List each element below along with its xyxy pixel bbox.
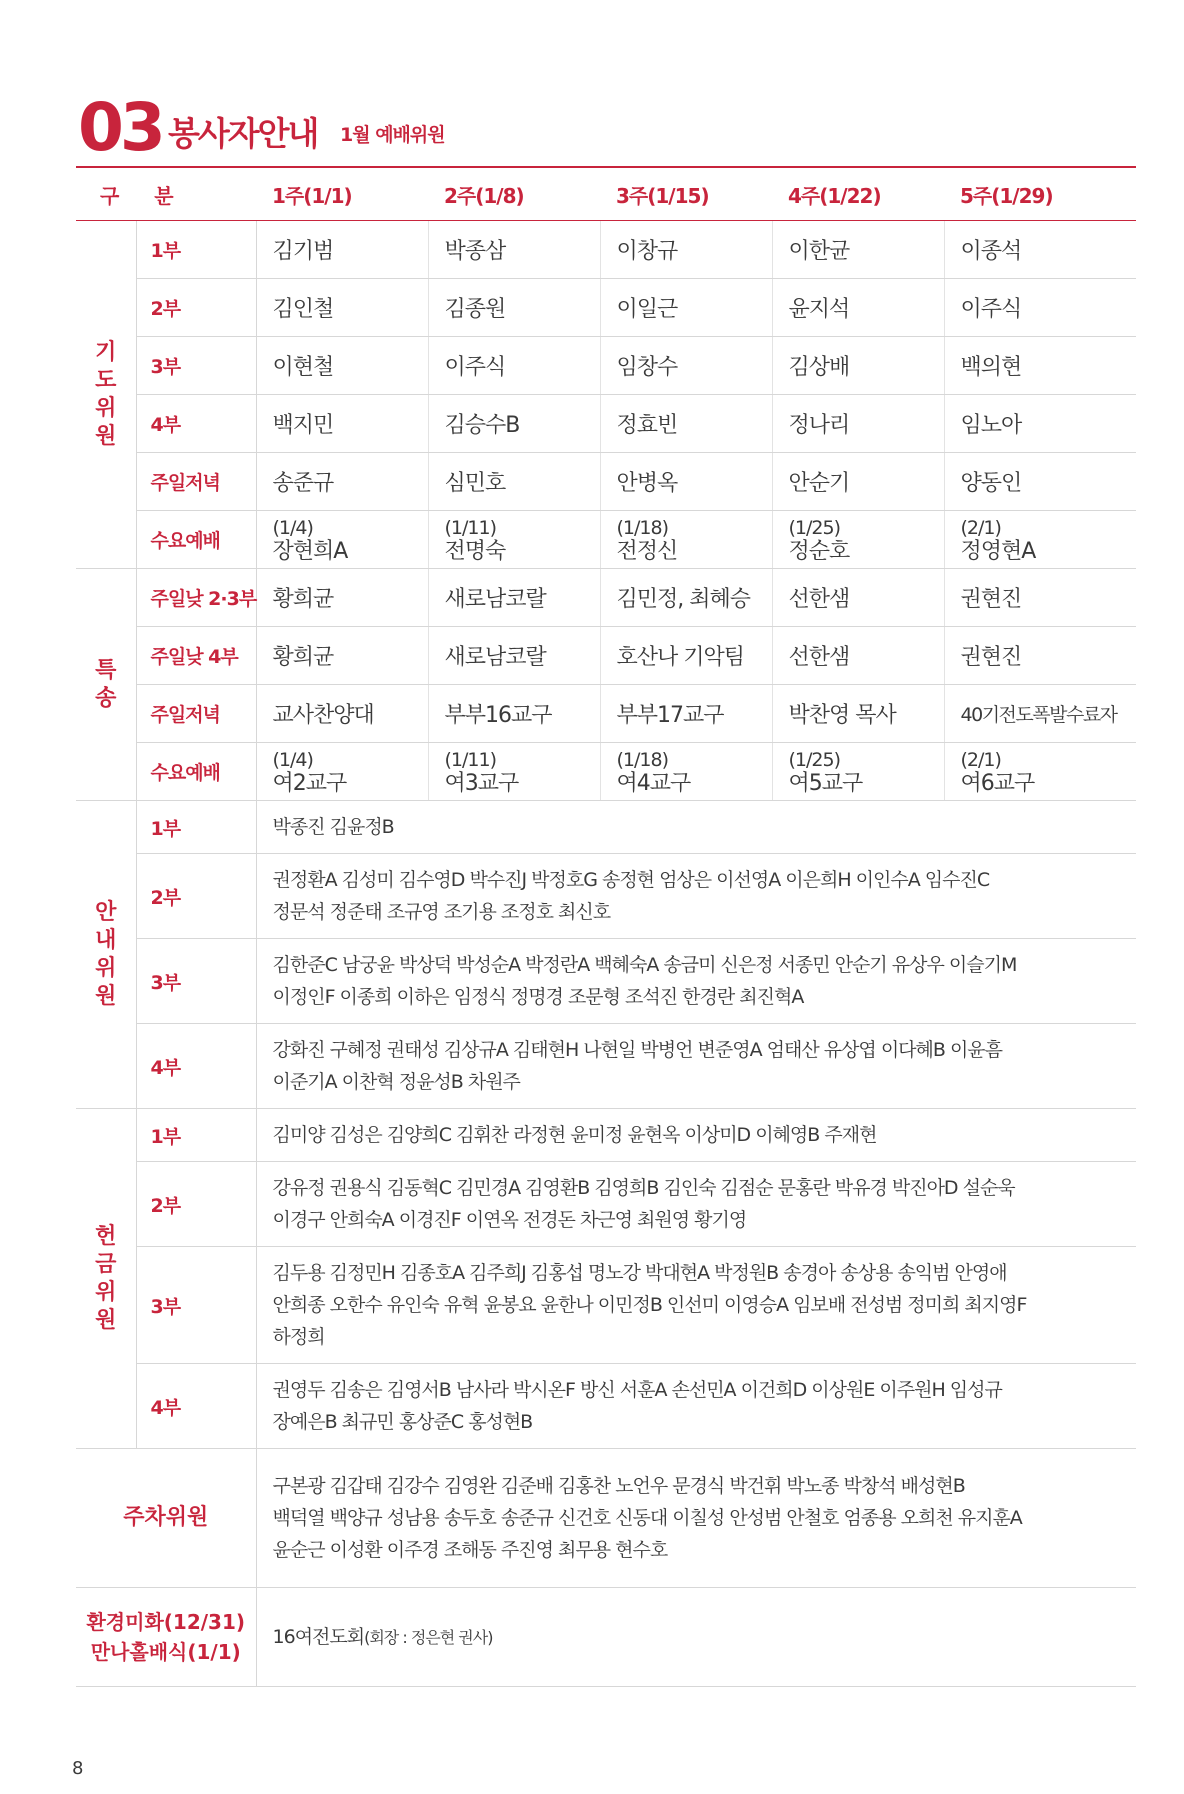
cell [428, 511, 600, 569]
cell: 김인철 [256, 279, 428, 337]
cell: 이종석 [944, 221, 1136, 279]
cell-date: (2/1) [960, 516, 1001, 539]
cell [256, 743, 428, 801]
cell: 백의현 [944, 337, 1136, 395]
row-label: 주일낮 4부 [136, 627, 256, 685]
names-line: 강유정 권용식 김동혁C 김민경A 김영환B 김영희B 김인숙 김점순 문홍란 박유경 박진아D 설순욱 [272, 1177, 1015, 1199]
table-row [76, 685, 1136, 743]
category-special-song: 특송 [76, 569, 136, 801]
cell [772, 743, 944, 801]
section-number: 03 [78, 89, 162, 166]
cell: 교사찬양대 [256, 685, 428, 743]
names-line: 이경구 안희숙A 이경진F 이연옥 전경돈 차근영 최원영 황기영 [272, 1209, 747, 1231]
section-subtitle: 1월 예배위원 [340, 124, 445, 146]
header-week-2: 2주(1/8) [428, 167, 600, 221]
cell: 권현진 [944, 627, 1136, 685]
names-cell [256, 939, 1136, 1024]
cell: 40기전도폭발수료자 [944, 685, 1136, 743]
group-name: 16여전도회 [272, 1625, 365, 1648]
names-line: 이준기A 이찬혁 정윤성B 차원주 [272, 1071, 520, 1093]
row-label: 2부 [136, 1162, 256, 1247]
row-label: 수요예배 [136, 743, 256, 801]
cell-date: (1/25) [788, 748, 841, 771]
category-guide: 안내위원 [76, 801, 136, 1109]
names-cell [256, 854, 1136, 939]
cell: 박찬영 목사 [772, 685, 944, 743]
cell-name: 전명숙 [444, 538, 506, 564]
section-title: 봉사자안내 [168, 114, 318, 153]
cell-name: 여2교구 [272, 770, 347, 796]
cell-name: 여6교구 [960, 770, 1035, 796]
names-cell [256, 801, 1136, 854]
cell: 임노아 [944, 395, 1136, 453]
names-cell [256, 1364, 1136, 1449]
cell: 김기범 [256, 221, 428, 279]
cell-date: (1/11) [444, 516, 497, 539]
row-label: 3부 [136, 939, 256, 1024]
cell-name: 장현희A [272, 538, 348, 564]
cell: 정나리 [772, 395, 944, 453]
names-line: 구본광 김갑태 김강수 김영완 김준배 김홍찬 노언우 문경식 박건휘 박노종 박창석 배성현B [272, 1475, 965, 1497]
names-line: 권영두 김송은 김영서B 남사라 박시온F 방신 서훈A 손선민A 이건희D 이상원E 이주원H 임성규 [272, 1379, 1002, 1401]
table-row [76, 395, 1136, 453]
names-line: 하정희 [272, 1326, 325, 1348]
header-category: 구 분 [76, 167, 256, 221]
table-row [76, 801, 1136, 854]
volunteer-table [76, 166, 1136, 1687]
table-row [76, 627, 1136, 685]
cell-date: (1/4) [272, 748, 313, 771]
table-row [76, 854, 1136, 939]
cell: 황희균 [256, 627, 428, 685]
cell [944, 743, 1136, 801]
cell-date: (2/1) [960, 748, 1001, 771]
names-line: 김두용 김정민H 김종호A 김주희J 김홍섭 명노강 박대현A 박정원B 송경아 송상용 송익범 안영애 [272, 1262, 1007, 1284]
names-line: 정문석 정준태 조규영 조기용 조정호 최신호 [272, 901, 611, 923]
table-header-row [76, 167, 1136, 221]
cell-name: 정순호 [788, 538, 850, 564]
cell: 김민정, 최혜승 [600, 569, 772, 627]
cell [256, 511, 428, 569]
row-label: 2부 [136, 279, 256, 337]
names-line: 윤순근 이성환 이주경 조해동 주진영 최무용 현수호 [272, 1539, 668, 1561]
table-row [76, 1247, 1136, 1364]
names-line: 장예은B 최규민 홍상준C 홍성현B [272, 1411, 533, 1433]
category-label-line: 환경미화(12/31) [86, 1610, 246, 1634]
cell-date: (1/18) [616, 516, 669, 539]
row-label: 3부 [136, 1247, 256, 1364]
cell: 안병옥 [600, 453, 772, 511]
table-row [76, 939, 1136, 1024]
names-line: 김한준C 남궁윤 박상덕 박성순A 박정란A 백혜숙A 송금미 신은정 서종민 안순기 유상우 이슬기M [272, 954, 1017, 976]
row-label: 주일낮 2·3부 [136, 569, 256, 627]
cell: 부부16교구 [428, 685, 600, 743]
table-row [76, 511, 1136, 569]
row-label: 주일저녁 [136, 685, 256, 743]
names-line: 박종진 김윤정B [272, 816, 394, 838]
cell [600, 511, 772, 569]
cell: 이주식 [944, 279, 1136, 337]
cell: 호산나 기악팀 [600, 627, 772, 685]
names-cell [256, 1024, 1136, 1109]
category-label-line: 만나홀배식(1/1) [90, 1640, 241, 1664]
cell: 선한샘 [772, 569, 944, 627]
row-label: 4부 [136, 1024, 256, 1109]
table-row [76, 1449, 1136, 1588]
table-row [76, 1364, 1136, 1449]
cell: 양동인 [944, 453, 1136, 511]
table-row [76, 1162, 1136, 1247]
header-week-1: 1주(1/1) [256, 167, 428, 221]
cell-name: 여5교구 [788, 770, 863, 796]
names-line: 강화진 구혜정 권태성 김상규A 김태현H 나현일 박병언 변준영A 엄태산 유상엽 이다혜B 이윤흠 [272, 1039, 1003, 1061]
page-number: 8 [72, 1758, 84, 1779]
row-label: 4부 [136, 395, 256, 453]
cell: 이창규 [600, 221, 772, 279]
cell [944, 511, 1136, 569]
cell: 안순기 [772, 453, 944, 511]
header-week-5: 5주(1/29) [944, 167, 1136, 221]
cell: 이한균 [772, 221, 944, 279]
cell: 백지민 [256, 395, 428, 453]
row-label: 수요예배 [136, 511, 256, 569]
cell: 선한샘 [772, 627, 944, 685]
names-line: 이정인F 이종희 이하은 임정식 정명경 조문형 조석진 한경란 최진혁A [272, 986, 804, 1008]
row-label: 3부 [136, 337, 256, 395]
cell-date: (1/25) [788, 516, 841, 539]
table-row [76, 569, 1136, 627]
row-label: 4부 [136, 1364, 256, 1449]
names-cell [256, 1109, 1136, 1162]
table-row [76, 1109, 1136, 1162]
cell: 김승수B [428, 395, 600, 453]
table-row [76, 279, 1136, 337]
cell-name: 정영현A [960, 538, 1036, 564]
cell-date: (1/18) [616, 748, 669, 771]
table-row [76, 453, 1136, 511]
row-label: 1부 [136, 801, 256, 854]
cell: 임창수 [600, 337, 772, 395]
header-week-4: 4주(1/22) [772, 167, 944, 221]
cell: 황희균 [256, 569, 428, 627]
names-line: 권정환A 김성미 김수영D 박수진J 박정호G 송정현 엄상은 이선영A 이은희H 이인수A 임수진C [272, 869, 990, 891]
table-row [76, 337, 1136, 395]
names-cell [256, 1247, 1136, 1364]
cell: 심민호 [428, 453, 600, 511]
cell: 김상배 [772, 337, 944, 395]
category-environment [76, 1588, 256, 1687]
table-row [76, 221, 1136, 279]
names-cell [256, 1449, 1136, 1588]
group-note: (회장 : 정은현 권사) [364, 1627, 493, 1647]
cell [428, 743, 600, 801]
table-row [76, 743, 1136, 801]
cell: 송준규 [256, 453, 428, 511]
cell [600, 743, 772, 801]
table-row [76, 1024, 1136, 1109]
cell-name: 여4교구 [616, 770, 691, 796]
row-label: 1부 [136, 1109, 256, 1162]
cell: 윤지석 [772, 279, 944, 337]
names-cell [256, 1588, 1136, 1687]
cell: 새로남코랄 [428, 569, 600, 627]
table-row [76, 1588, 1136, 1687]
names-line: 안희종 오한수 유인숙 유혁 윤봉요 윤한나 이민정B 인선미 이영승A 임보배 전성범 정미희 최지영F [272, 1294, 1027, 1316]
row-label: 2부 [136, 854, 256, 939]
category-prayer: 기도위원 [76, 221, 136, 569]
cell-date: (1/11) [444, 748, 497, 771]
cell: 박종삼 [428, 221, 600, 279]
names-cell [256, 1162, 1136, 1247]
cell [772, 511, 944, 569]
cell: 부부17교구 [600, 685, 772, 743]
category-parking: 주차위원 [76, 1449, 256, 1588]
cell: 이현철 [256, 337, 428, 395]
cell: 권현진 [944, 569, 1136, 627]
cell-name: 여3교구 [444, 770, 519, 796]
cell: 새로남코랄 [428, 627, 600, 685]
row-label: 1부 [136, 221, 256, 279]
names-line: 백덕열 백양규 성남용 송두호 송준규 신건호 신동대 이칠성 안성범 안철호 엄종용 오희천 유지훈A [272, 1507, 1022, 1529]
category-offering: 헌금위원 [76, 1109, 136, 1449]
row-label: 주일저녁 [136, 453, 256, 511]
cell: 이주식 [428, 337, 600, 395]
cell: 정효빈 [600, 395, 772, 453]
names-line: 김미양 김성은 김양희C 김휘찬 라정현 윤미정 윤현옥 이상미D 이혜영B 주재현 [272, 1124, 877, 1146]
cell-name: 전정신 [616, 538, 678, 564]
cell: 이일근 [600, 279, 772, 337]
header-week-3: 3주(1/15) [600, 167, 772, 221]
volunteer-table-wrap [76, 166, 1136, 1687]
cell-date: (1/4) [272, 516, 313, 539]
cell: 김종원 [428, 279, 600, 337]
